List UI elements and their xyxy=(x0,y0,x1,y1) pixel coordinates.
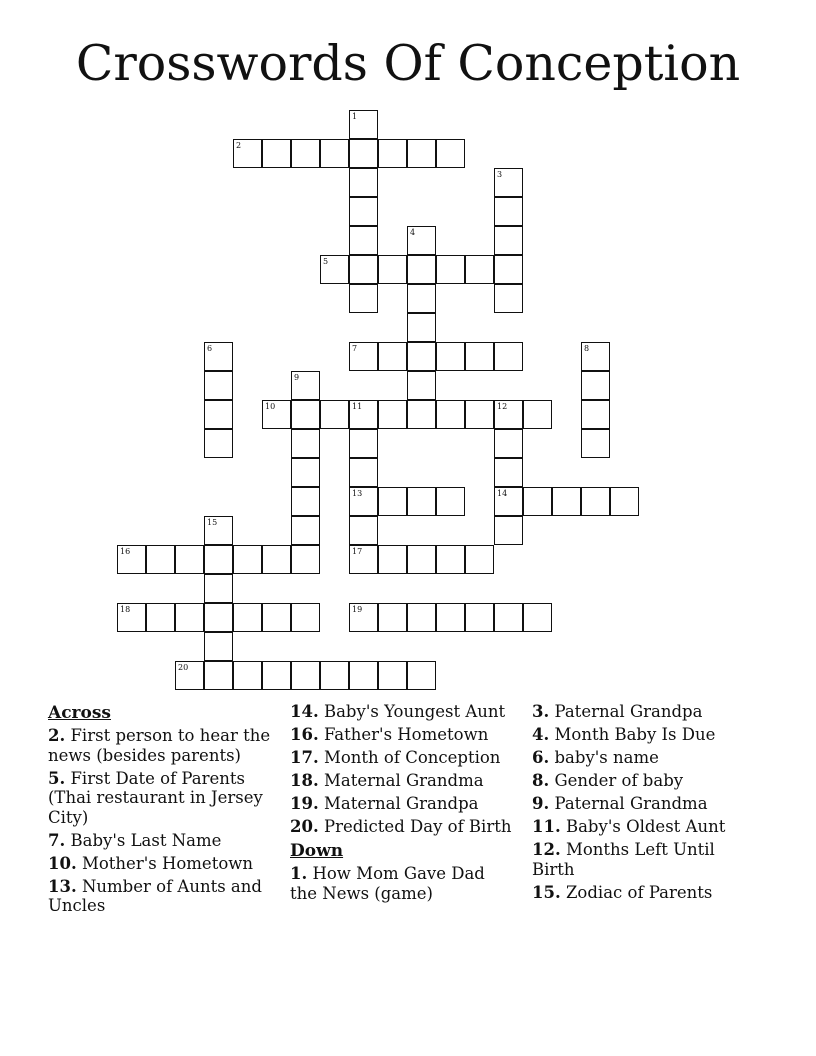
grid-cell[interactable] xyxy=(407,313,436,342)
grid-cell[interactable] xyxy=(378,400,407,429)
clue-number: 8. xyxy=(532,771,550,790)
clue-number: 13. xyxy=(48,876,77,896)
grid-cell[interactable] xyxy=(204,545,233,574)
across-clue xyxy=(290,702,516,722)
grid-cell[interactable] xyxy=(436,603,465,632)
across-clue xyxy=(290,771,516,791)
down-clue xyxy=(532,702,758,722)
grid-cell[interactable] xyxy=(291,545,320,574)
cell-number: 15 xyxy=(207,518,218,527)
grid-cell[interactable] xyxy=(233,545,262,574)
grid-cell[interactable] xyxy=(407,400,436,429)
grid-cell[interactable] xyxy=(262,545,291,574)
grid-cell[interactable] xyxy=(204,632,233,661)
grid-cell[interactable] xyxy=(320,400,349,429)
clue-column-1 xyxy=(48,702,274,919)
grid-cell[interactable] xyxy=(233,661,262,690)
grid-cell[interactable] xyxy=(349,458,378,487)
grid-cell[interactable] xyxy=(581,371,610,400)
grid-cell[interactable] xyxy=(233,139,262,168)
across-clue xyxy=(48,854,274,874)
grid-cell[interactable] xyxy=(349,400,378,429)
cell-number: 4 xyxy=(410,228,416,237)
grid-cell[interactable] xyxy=(436,139,465,168)
grid-cell[interactable] xyxy=(349,255,378,284)
grid-cell[interactable] xyxy=(494,429,523,458)
cell-number: 19 xyxy=(352,605,363,614)
clue-number: 14. xyxy=(290,702,319,721)
clue-number: 12. xyxy=(532,840,561,859)
grid-cell[interactable] xyxy=(262,400,291,429)
grid-cell[interactable] xyxy=(204,574,233,603)
grid-cell[interactable] xyxy=(291,139,320,168)
grid-cell[interactable] xyxy=(117,545,146,574)
grid-cell[interactable] xyxy=(407,487,436,516)
clue-text: Maternal Grandpa xyxy=(323,794,479,813)
clue-text: Father's Hometown xyxy=(323,725,489,744)
clue-number: 17. xyxy=(290,748,319,767)
grid-cell[interactable] xyxy=(378,342,407,371)
grid-cell[interactable] xyxy=(494,168,523,197)
clue-text: First Date of Parents (Thai restaurant in Jersey City) xyxy=(48,768,263,827)
grid-cell[interactable] xyxy=(349,139,378,168)
grid-cell[interactable] xyxy=(436,342,465,371)
grid-cell[interactable] xyxy=(349,168,378,197)
grid-cell[interactable] xyxy=(349,284,378,313)
grid-cell[interactable] xyxy=(233,603,262,632)
clue-text: Baby's Oldest Aunt xyxy=(565,817,726,836)
clue-text: Months Left Until Birth xyxy=(532,840,715,879)
clue-text: Baby's Youngest Aunt xyxy=(323,702,506,721)
across-clue xyxy=(290,725,516,745)
grid-cell[interactable] xyxy=(465,603,494,632)
grid-cell[interactable] xyxy=(204,371,233,400)
clue-number: 9. xyxy=(532,794,550,813)
grid-cell[interactable] xyxy=(349,429,378,458)
clue-number: 5. xyxy=(48,768,66,788)
grid-cell[interactable] xyxy=(523,487,552,516)
grid-cell[interactable] xyxy=(407,545,436,574)
cell-number: 12 xyxy=(497,402,508,411)
clue-text: Paternal Grandpa xyxy=(554,702,703,721)
grid-cell[interactable] xyxy=(117,603,146,632)
grid-cell[interactable] xyxy=(494,487,523,516)
grid-cell[interactable] xyxy=(494,342,523,371)
grid-cell[interactable] xyxy=(581,429,610,458)
grid-cell[interactable] xyxy=(552,487,581,516)
grid-cell[interactable] xyxy=(291,429,320,458)
grid-cell[interactable] xyxy=(291,458,320,487)
grid-cell[interactable] xyxy=(320,139,349,168)
grid-cell[interactable] xyxy=(378,139,407,168)
puzzle-title: Crosswords Of Conception xyxy=(75,35,741,92)
grid-cell[interactable] xyxy=(407,255,436,284)
grid-cell[interactable] xyxy=(436,545,465,574)
across-clue xyxy=(290,748,516,768)
grid-cell[interactable] xyxy=(407,661,436,690)
down-clue xyxy=(532,748,758,768)
grid-cell[interactable] xyxy=(204,661,233,690)
grid-cell[interactable] xyxy=(291,661,320,690)
down-clue xyxy=(532,725,758,745)
cell-number: 16 xyxy=(120,547,131,556)
grid-cell[interactable] xyxy=(494,516,523,545)
clue-text: Month of Conception xyxy=(323,748,501,767)
clue-text: Mother's Hometown xyxy=(81,853,254,873)
grid-cell[interactable] xyxy=(146,545,175,574)
clue-column-2 xyxy=(290,702,516,907)
clue-number: 4. xyxy=(532,725,550,744)
grid-cell[interactable] xyxy=(204,342,233,371)
grid-cell[interactable] xyxy=(349,661,378,690)
grid-cell[interactable] xyxy=(436,255,465,284)
grid-cell[interactable] xyxy=(291,371,320,400)
grid-cell[interactable] xyxy=(407,371,436,400)
grid-cell[interactable] xyxy=(204,603,233,632)
across-clue xyxy=(290,817,516,837)
grid-cell[interactable] xyxy=(378,661,407,690)
grid-cell[interactable] xyxy=(349,516,378,545)
grid-cell[interactable] xyxy=(291,603,320,632)
grid-cell[interactable] xyxy=(262,603,291,632)
grid-cell[interactable] xyxy=(349,110,378,139)
grid-cell[interactable] xyxy=(494,458,523,487)
clue-number: 18. xyxy=(290,771,319,790)
across-clue xyxy=(290,794,516,814)
cell-number: 14 xyxy=(497,489,508,498)
down-clue xyxy=(290,864,516,903)
grid-cell[interactable] xyxy=(349,226,378,255)
grid-cell[interactable] xyxy=(349,197,378,226)
grid-cell[interactable] xyxy=(204,400,233,429)
grid-cell[interactable] xyxy=(349,342,378,371)
grid-cell[interactable] xyxy=(494,197,523,226)
clue-text: Baby's Last Name xyxy=(70,830,222,850)
clue-text: How Mom Gave Dad the News (game) xyxy=(290,864,485,903)
across-clue xyxy=(48,831,274,851)
grid-cell[interactable] xyxy=(204,429,233,458)
grid-cell[interactable] xyxy=(494,603,523,632)
grid-cell[interactable] xyxy=(378,487,407,516)
cell-number: 9 xyxy=(294,373,300,382)
grid-cell[interactable] xyxy=(349,545,378,574)
grid-cell[interactable] xyxy=(146,603,175,632)
down-clue xyxy=(532,794,758,814)
clue-number: 7. xyxy=(48,830,66,850)
clue-number: 16. xyxy=(290,725,319,744)
cell-number: 18 xyxy=(120,605,131,614)
grid-cell[interactable] xyxy=(262,661,291,690)
cell-number: 7 xyxy=(352,344,358,353)
grid-cell[interactable] xyxy=(378,545,407,574)
clue-text: Zodiac of Parents xyxy=(565,882,713,902)
grid-cell[interactable] xyxy=(349,487,378,516)
grid-cell[interactable] xyxy=(320,255,349,284)
clue-text: Predicted Day of Birth xyxy=(323,817,512,836)
down-heading: Down xyxy=(290,841,344,861)
clue-text: First person to hear the news (besides parents) xyxy=(48,726,271,765)
grid-cell[interactable] xyxy=(204,516,233,545)
clue-number: 11. xyxy=(532,817,561,836)
cell-number: 20 xyxy=(178,663,189,672)
cell-number: 8 xyxy=(584,344,590,353)
clue-text: Paternal Grandma xyxy=(554,794,708,813)
grid-cell[interactable] xyxy=(465,400,494,429)
grid-cell[interactable] xyxy=(494,400,523,429)
grid-cell[interactable] xyxy=(407,139,436,168)
grid-cell[interactable] xyxy=(378,255,407,284)
grid-cell[interactable] xyxy=(407,284,436,313)
grid-cell[interactable] xyxy=(465,342,494,371)
clue-column-3 xyxy=(532,702,758,906)
grid-cell[interactable] xyxy=(320,661,349,690)
grid-cell[interactable] xyxy=(465,545,494,574)
cell-number: 6 xyxy=(207,344,213,353)
across-clue xyxy=(48,877,274,916)
grid-cell[interactable] xyxy=(494,284,523,313)
across-clue xyxy=(48,769,274,828)
cell-number: 2 xyxy=(236,141,242,150)
grid-cell[interactable] xyxy=(407,226,436,255)
grid-cell[interactable] xyxy=(494,255,523,284)
clue-text: Maternal Grandma xyxy=(323,771,484,790)
cell-number: 1 xyxy=(352,112,358,121)
down-clue xyxy=(532,817,758,837)
grid-cell[interactable] xyxy=(436,400,465,429)
grid-cell[interactable] xyxy=(523,400,552,429)
grid-cell[interactable] xyxy=(465,255,494,284)
grid-cell[interactable] xyxy=(262,139,291,168)
across-clue xyxy=(48,726,274,765)
clue-text: Gender of baby xyxy=(554,771,684,790)
clue-number: 20. xyxy=(290,817,319,836)
grid-cell[interactable] xyxy=(610,487,639,516)
grid-cell[interactable] xyxy=(407,603,436,632)
clue-number: 19. xyxy=(290,794,319,813)
grid-cell[interactable] xyxy=(291,400,320,429)
clue-number: 10. xyxy=(48,853,77,873)
grid-cell[interactable] xyxy=(175,603,204,632)
grid-cell[interactable] xyxy=(291,516,320,545)
clue-text: baby's name xyxy=(554,748,659,767)
grid-cell[interactable] xyxy=(175,661,204,690)
grid-cell[interactable] xyxy=(291,487,320,516)
grid-cell[interactable] xyxy=(523,603,552,632)
grid-cell[interactable] xyxy=(349,603,378,632)
cell-number: 5 xyxy=(323,257,329,266)
clue-number: 3. xyxy=(532,702,550,721)
down-clue xyxy=(532,840,758,879)
cell-number: 17 xyxy=(352,547,363,556)
grid-cell[interactable] xyxy=(436,487,465,516)
grid-cell[interactable] xyxy=(407,342,436,371)
clue-number: 2. xyxy=(48,726,66,745)
cell-number: 10 xyxy=(265,402,276,411)
grid-cell[interactable] xyxy=(581,487,610,516)
across-heading: Across xyxy=(48,703,111,723)
down-clue xyxy=(532,883,758,903)
grid-cell[interactable] xyxy=(581,400,610,429)
clue-number: 15. xyxy=(532,882,561,902)
grid-cell[interactable] xyxy=(378,603,407,632)
clue-text: Month Baby Is Due xyxy=(554,725,716,744)
clue-number: 1. xyxy=(290,864,308,883)
clue-text: Number of Aunts and Uncles xyxy=(48,876,262,915)
grid-cell[interactable] xyxy=(175,545,204,574)
cell-number: 3 xyxy=(497,170,503,179)
clue-number: 6. xyxy=(532,748,550,767)
down-clue xyxy=(532,771,758,791)
grid-cell[interactable] xyxy=(494,226,523,255)
grid-cell[interactable] xyxy=(581,342,610,371)
cell-number: 13 xyxy=(352,489,363,498)
cell-number: 11 xyxy=(352,402,363,411)
